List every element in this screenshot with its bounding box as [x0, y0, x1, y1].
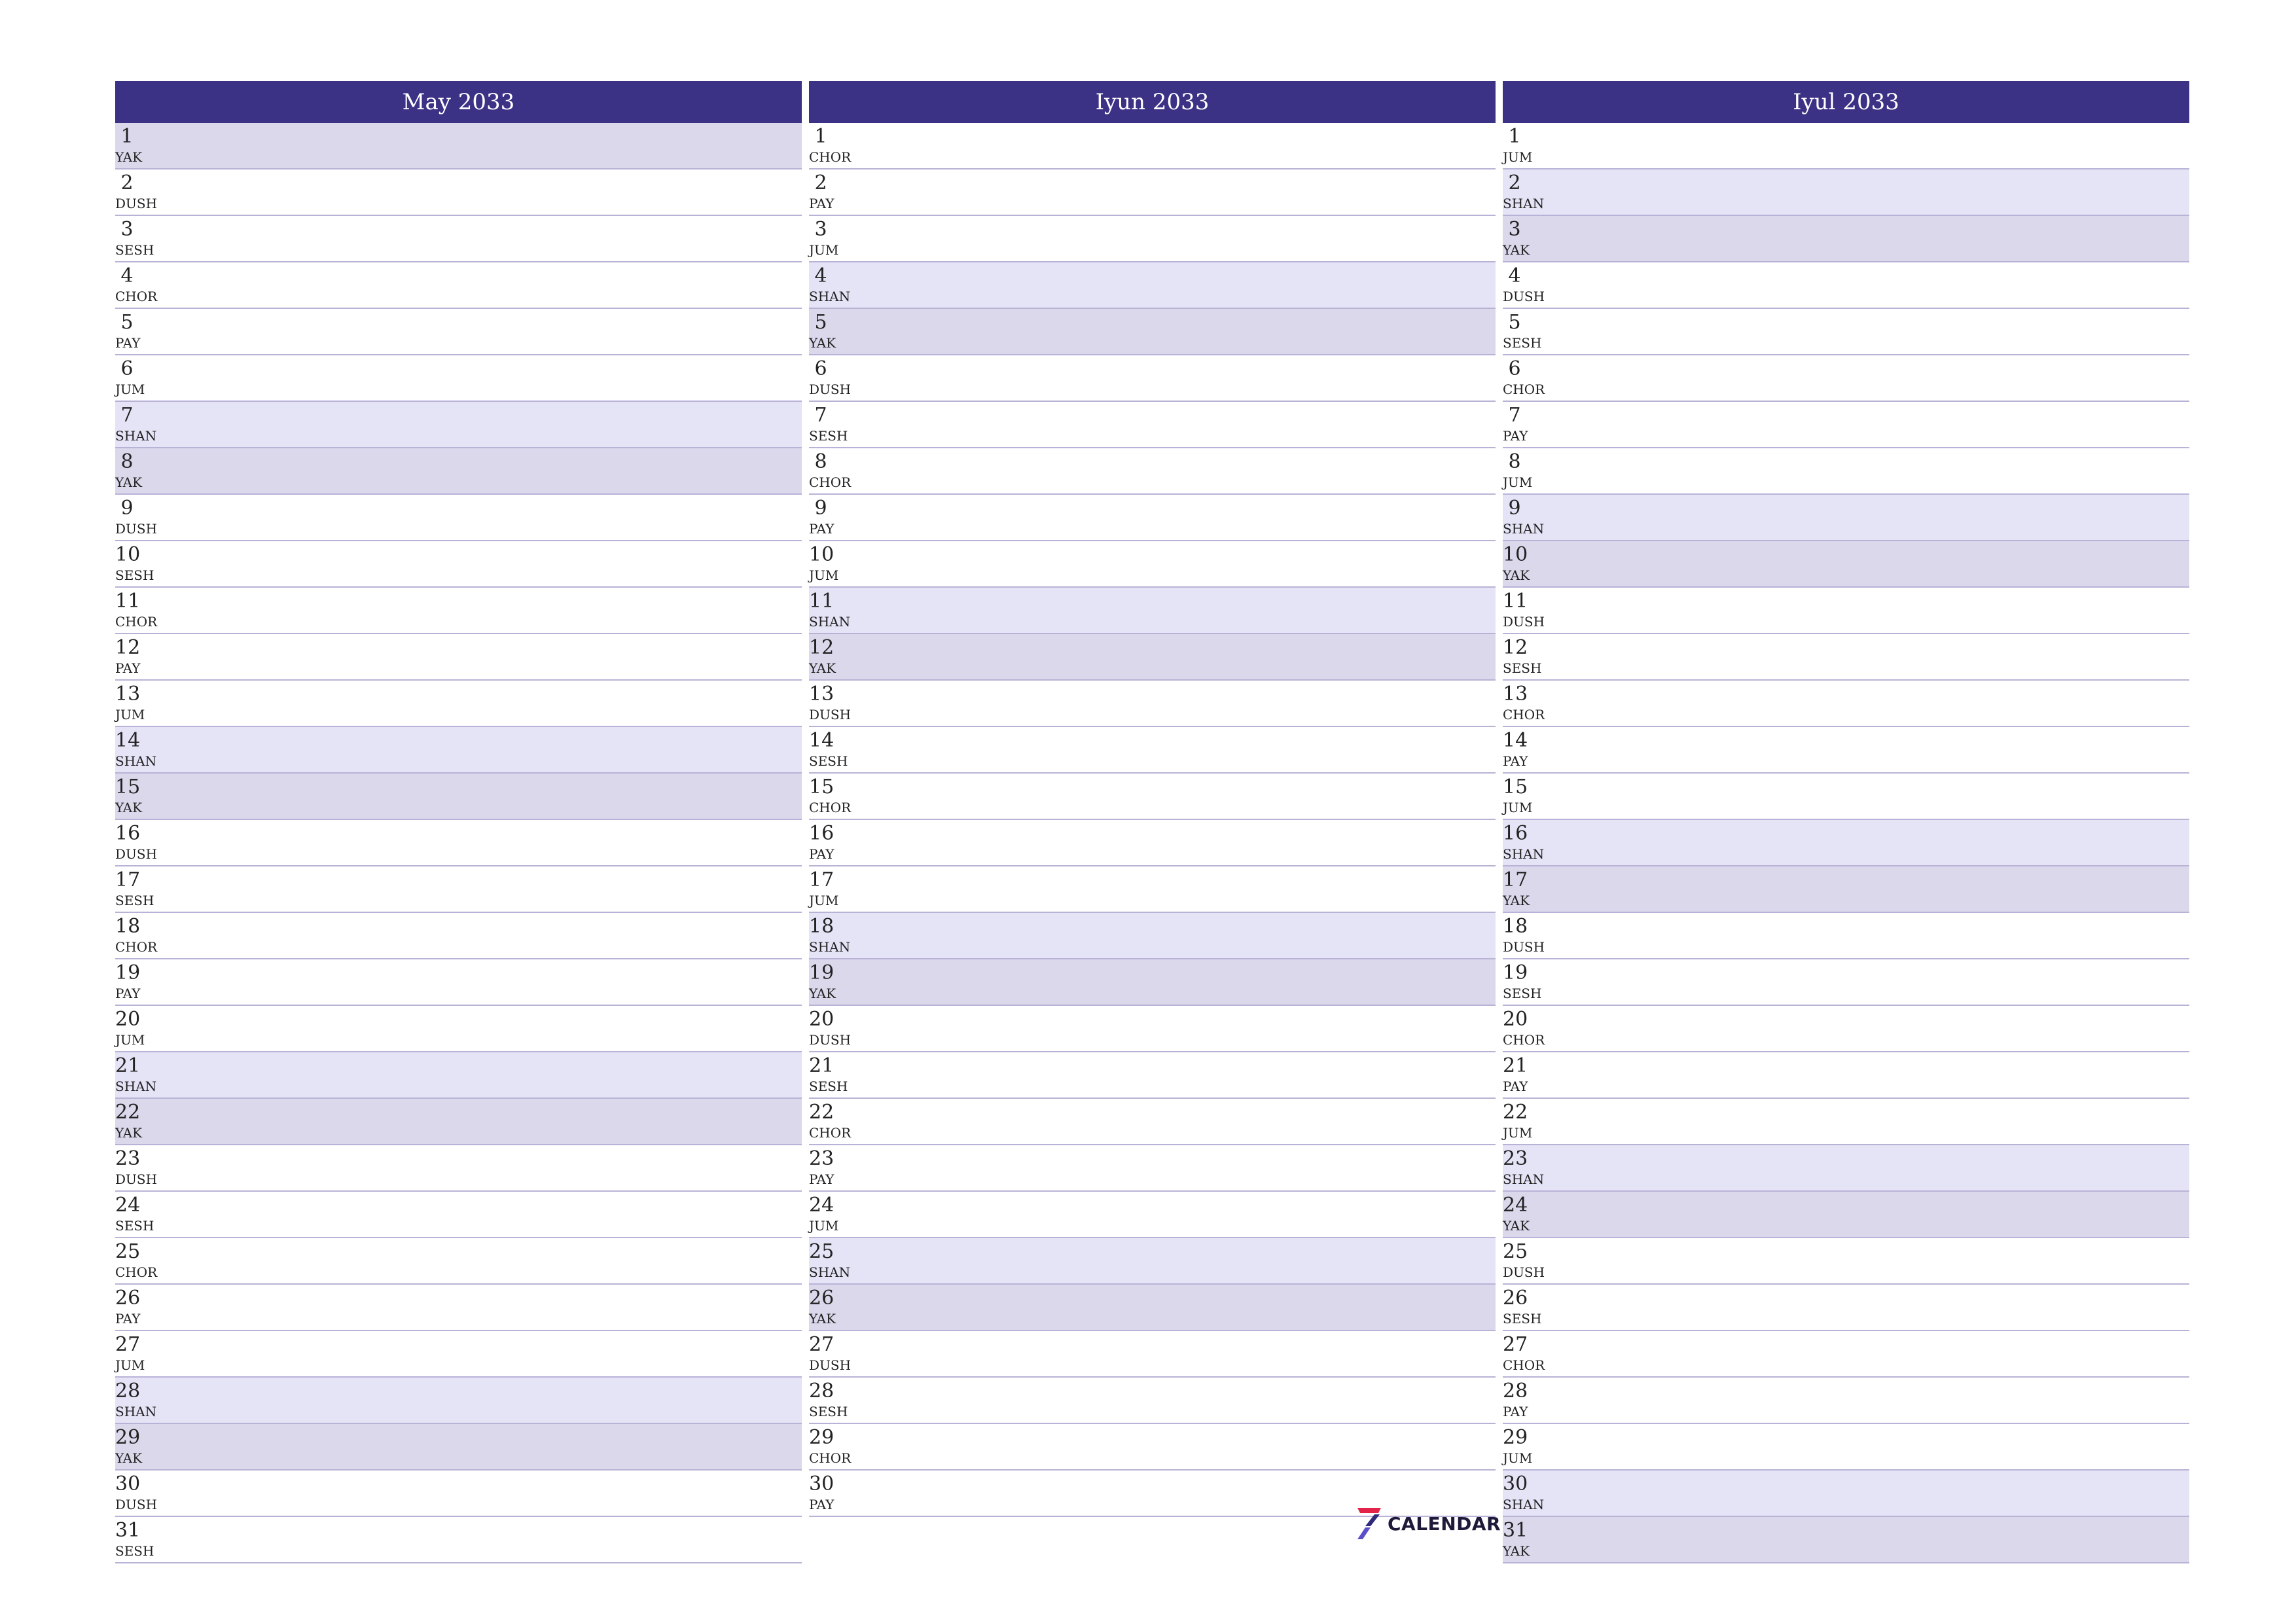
day-row	[1503, 1238, 2189, 1285]
weekday-label: SESH	[809, 1404, 848, 1419]
day-number: 30	[115, 1472, 141, 1495]
month-title: May 2033	[115, 81, 802, 123]
month-column-may	[115, 81, 802, 1563]
day-row	[1503, 866, 2189, 913]
weekday-label: SESH	[809, 428, 848, 444]
day-number: 19	[115, 961, 141, 984]
day-row	[809, 448, 1496, 495]
day-number: 15	[809, 776, 834, 798]
day-number: 7	[814, 404, 827, 427]
day-number: 27	[809, 1333, 834, 1356]
weekday-label: SESH	[1503, 335, 1542, 351]
weekday-label: SHAN	[1503, 196, 1545, 211]
weekday-label: CHOR	[1503, 1032, 1545, 1048]
weekday-label: SESH	[1503, 660, 1542, 676]
weekday-label: YAK	[809, 660, 836, 676]
day-number: 6	[120, 357, 134, 380]
weekday-label: DUSH	[1503, 614, 1545, 630]
weekday-label: JUM	[115, 1357, 145, 1373]
day-number: 13	[809, 683, 834, 705]
day-row	[809, 1424, 1496, 1471]
day-number: 22	[1503, 1101, 1528, 1124]
day-number: 9	[120, 497, 134, 520]
weekday-label: PAY	[809, 521, 834, 537]
day-row	[1503, 1006, 2189, 1052]
day-number: 11	[809, 590, 834, 613]
day-number: 20	[809, 1008, 834, 1031]
weekday-label: CHOR	[1503, 707, 1545, 722]
day-row	[115, 774, 802, 820]
weekday-label: SHAN	[1503, 846, 1545, 862]
weekday-label: SHAN	[809, 614, 851, 630]
weekday-label: SHAN	[809, 1264, 851, 1280]
day-row	[115, 1238, 802, 1285]
day-row	[115, 1331, 802, 1378]
day-number: 10	[1503, 543, 1528, 566]
weekday-label: YAK	[115, 1450, 143, 1466]
weekday-label: SESH	[115, 893, 154, 908]
weekday-label: CHOR	[809, 800, 852, 815]
day-number: 25	[809, 1240, 834, 1263]
weekday-label: YAK	[1503, 893, 1530, 908]
day-number: 2	[120, 171, 134, 194]
day-number: 5	[1508, 311, 1521, 334]
weekday-label: YAK	[115, 149, 143, 165]
day-number: 18	[115, 915, 141, 938]
weekday-label: PAY	[115, 1311, 141, 1327]
day-row	[809, 1006, 1496, 1052]
weekday-label: SESH	[809, 1079, 848, 1094]
day-row	[115, 216, 802, 262]
weekday-label: DUSH	[115, 1497, 158, 1512]
day-row	[115, 1006, 802, 1052]
weekday-label: SHAN	[115, 1404, 157, 1419]
day-number: 11	[115, 590, 141, 613]
day-row	[115, 1471, 802, 1517]
day-number: 23	[809, 1147, 834, 1170]
day-number: 16	[1503, 822, 1528, 845]
day-number: 31	[115, 1519, 141, 1542]
day-row	[809, 1145, 1496, 1192]
day-row	[1503, 1052, 2189, 1099]
weekday-label: CHOR	[115, 1264, 158, 1280]
weekday-label: YAK	[809, 1311, 836, 1327]
weekday-label: JUM	[1503, 474, 1533, 490]
weekday-label: SHAN	[1503, 1171, 1545, 1187]
weekday-label: SESH	[115, 1543, 154, 1559]
day-number: 29	[115, 1426, 141, 1449]
day-number: 29	[1503, 1426, 1528, 1449]
day-row	[1503, 1099, 2189, 1145]
day-row	[115, 495, 802, 541]
day-number: 23	[115, 1147, 141, 1170]
day-row	[809, 913, 1496, 959]
day-number: 26	[1503, 1287, 1528, 1310]
day-row	[1503, 588, 2189, 634]
day-number: 25	[115, 1240, 141, 1263]
day-row	[115, 1099, 802, 1145]
day-row	[809, 866, 1496, 913]
day-row	[1503, 448, 2189, 495]
day-number: 27	[115, 1333, 141, 1356]
day-row	[115, 1052, 802, 1099]
seven-logo-icon	[1356, 1507, 1382, 1541]
day-row	[115, 681, 802, 727]
day-row	[1503, 1192, 2189, 1238]
weekday-label: SESH	[1503, 1311, 1542, 1327]
weekday-label: SESH	[115, 567, 154, 583]
day-row	[1503, 1285, 2189, 1331]
day-number: 9	[814, 497, 827, 520]
day-number: 20	[1503, 1008, 1528, 1031]
day-row	[1503, 169, 2189, 216]
month-column-iyun	[809, 81, 1496, 1517]
day-number: 28	[115, 1380, 141, 1402]
day-number: 6	[1508, 357, 1521, 380]
day-row	[809, 1285, 1496, 1331]
weekday-label: DUSH	[809, 382, 852, 397]
weekday-label: CHOR	[1503, 382, 1545, 397]
weekday-label: JUM	[1503, 1450, 1533, 1466]
day-row	[115, 1285, 802, 1331]
day-row	[1503, 123, 2189, 169]
weekday-label: JUM	[1503, 149, 1533, 165]
day-list	[1503, 123, 2189, 1563]
day-row	[809, 820, 1496, 866]
day-row	[1503, 774, 2189, 820]
day-row	[1503, 216, 2189, 262]
day-number: 23	[1503, 1147, 1528, 1170]
day-number: 22	[115, 1101, 141, 1124]
day-row	[809, 774, 1496, 820]
day-row	[1503, 355, 2189, 402]
day-number: 15	[115, 776, 141, 798]
day-list	[809, 123, 1496, 1517]
day-number: 21	[115, 1054, 141, 1077]
day-number: 6	[814, 357, 827, 380]
weekday-label: SHAN	[1503, 521, 1545, 537]
weekday-label: PAY	[809, 1171, 834, 1187]
weekday-label: JUM	[809, 1218, 839, 1234]
day-row	[809, 634, 1496, 681]
day-row	[809, 1378, 1496, 1424]
day-number: 30	[1503, 1472, 1528, 1495]
day-row	[809, 1099, 1496, 1145]
day-number: 9	[1508, 497, 1521, 520]
day-row	[1503, 913, 2189, 959]
day-number: 13	[115, 683, 141, 705]
weekday-label: PAY	[809, 846, 834, 862]
day-number: 8	[814, 450, 827, 473]
day-number: 14	[1503, 729, 1528, 752]
day-row	[115, 634, 802, 681]
day-number: 14	[809, 729, 834, 752]
day-number: 5	[120, 311, 134, 334]
weekday-label: DUSH	[809, 1032, 852, 1048]
day-number: 3	[814, 218, 827, 241]
weekday-label: SESH	[1503, 986, 1542, 1001]
day-number: 7	[120, 404, 134, 427]
day-number: 17	[809, 868, 834, 891]
day-number: 19	[809, 961, 834, 984]
day-number: 4	[1508, 264, 1521, 287]
day-row	[1503, 1517, 2189, 1563]
weekday-label: JUM	[809, 242, 839, 258]
day-number: 31	[1503, 1519, 1528, 1542]
weekday-label: YAK	[1503, 242, 1530, 258]
day-number: 21	[1503, 1054, 1528, 1077]
weekday-label: YAK	[115, 474, 143, 490]
day-number: 8	[1508, 450, 1521, 473]
day-row	[809, 1331, 1496, 1378]
day-row	[115, 727, 802, 774]
day-row	[809, 959, 1496, 1006]
day-number: 26	[809, 1287, 834, 1310]
day-number: 27	[1503, 1333, 1528, 1356]
weekday-label: CHOR	[1503, 1357, 1545, 1373]
weekday-label: DUSH	[809, 707, 852, 722]
day-row	[1503, 820, 2189, 866]
day-row	[809, 495, 1496, 541]
day-number: 22	[809, 1101, 834, 1124]
weekday-label: SESH	[809, 753, 848, 769]
weekday-label: JUM	[115, 382, 145, 397]
day-row	[809, 169, 1496, 216]
day-row	[115, 1517, 802, 1563]
day-row	[809, 588, 1496, 634]
weekday-label: PAY	[115, 986, 141, 1001]
day-number: 13	[1503, 683, 1528, 705]
weekday-label: JUM	[809, 893, 839, 908]
day-row	[115, 820, 802, 866]
weekday-label: JUM	[1503, 1125, 1533, 1141]
weekday-label: CHOR	[809, 1125, 852, 1141]
weekday-label: CHOR	[809, 149, 852, 165]
weekday-label: DUSH	[1503, 939, 1545, 955]
day-row	[1503, 1331, 2189, 1378]
day-row	[1503, 309, 2189, 355]
day-number: 16	[809, 822, 834, 845]
day-row	[1503, 1471, 2189, 1517]
weekday-label: PAY	[1503, 753, 1528, 769]
day-row	[115, 1145, 802, 1192]
day-row	[115, 588, 802, 634]
day-number: 8	[120, 450, 134, 473]
day-row	[809, 1052, 1496, 1099]
day-row	[115, 541, 802, 588]
day-row	[115, 402, 802, 448]
day-row	[809, 727, 1496, 774]
day-number: 12	[809, 636, 834, 659]
day-number: 12	[1503, 636, 1528, 659]
day-number: 24	[1503, 1194, 1528, 1217]
day-number: 10	[809, 543, 834, 566]
day-number: 1	[120, 125, 134, 148]
month-column-iyul	[1503, 81, 2189, 1563]
day-number: 30	[809, 1472, 834, 1495]
day-number: 18	[1503, 915, 1528, 938]
day-row	[1503, 402, 2189, 448]
day-row	[1503, 727, 2189, 774]
day-row	[1503, 634, 2189, 681]
weekday-label: CHOR	[809, 1450, 852, 1466]
weekday-label: SESH	[115, 1218, 154, 1234]
logo-text: CALENDAR	[1388, 1512, 1501, 1535]
day-row	[1503, 541, 2189, 588]
day-number: 14	[115, 729, 141, 752]
day-row	[115, 959, 802, 1006]
day-number: 3	[1508, 218, 1521, 241]
weekday-label: JUM	[809, 567, 839, 583]
day-number: 19	[1503, 961, 1528, 984]
weekday-label: SHAN	[809, 939, 851, 955]
weekday-label: PAY	[115, 335, 141, 351]
weekday-label: YAK	[115, 800, 143, 815]
weekday-label: JUM	[1503, 800, 1533, 815]
day-number: 1	[814, 125, 827, 148]
weekday-label: YAK	[809, 335, 836, 351]
weekday-label: DUSH	[115, 521, 158, 537]
day-row	[809, 1192, 1496, 1238]
day-row	[115, 866, 802, 913]
weekday-label: YAK	[1503, 1218, 1530, 1234]
brand-logo	[1356, 1505, 1501, 1542]
day-row	[809, 402, 1496, 448]
weekday-label: SESH	[115, 242, 154, 258]
weekday-label: CHOR	[809, 474, 852, 490]
day-number: 24	[809, 1194, 834, 1217]
day-row	[1503, 681, 2189, 727]
weekday-label: DUSH	[115, 196, 158, 211]
weekday-label: PAY	[1503, 1404, 1528, 1419]
day-row	[809, 681, 1496, 727]
day-row	[1503, 1145, 2189, 1192]
day-number: 17	[115, 868, 141, 891]
day-row	[115, 309, 802, 355]
weekday-label: CHOR	[115, 614, 158, 630]
day-number: 1	[1508, 125, 1521, 148]
month-title: Iyun 2033	[809, 81, 1496, 123]
weekday-label: CHOR	[115, 939, 158, 955]
day-number: 10	[115, 543, 141, 566]
weekday-label: YAK	[809, 986, 836, 1001]
day-row	[115, 913, 802, 959]
day-number: 20	[115, 1008, 141, 1031]
day-row	[115, 1378, 802, 1424]
day-number: 18	[809, 915, 834, 938]
weekday-label: SHAN	[1503, 1497, 1545, 1512]
weekday-label: PAY	[809, 196, 834, 211]
weekday-label: DUSH	[115, 1171, 158, 1187]
day-row	[115, 169, 802, 216]
day-number: 28	[809, 1380, 834, 1402]
day-row	[809, 355, 1496, 402]
day-number: 26	[115, 1287, 141, 1310]
day-row	[115, 123, 802, 169]
day-number: 2	[814, 171, 827, 194]
day-list	[115, 123, 802, 1563]
weekday-label: DUSH	[809, 1357, 852, 1373]
weekday-label: DUSH	[115, 846, 158, 862]
day-number: 7	[1508, 404, 1521, 427]
day-row	[115, 1424, 802, 1471]
weekday-label: PAY	[115, 660, 141, 676]
day-number: 24	[115, 1194, 141, 1217]
weekday-label: SHAN	[809, 289, 851, 304]
day-row	[809, 216, 1496, 262]
weekday-label: CHOR	[115, 289, 158, 304]
weekday-label: SHAN	[115, 753, 157, 769]
day-number: 28	[1503, 1380, 1528, 1402]
day-number: 3	[120, 218, 134, 241]
day-row	[115, 262, 802, 309]
day-number: 21	[809, 1054, 834, 1077]
day-number: 4	[814, 264, 827, 287]
day-row	[1503, 1424, 2189, 1471]
day-number: 16	[115, 822, 141, 845]
month-title: Iyul 2033	[1503, 81, 2189, 123]
day-row	[115, 355, 802, 402]
weekday-label: YAK	[1503, 1543, 1530, 1559]
day-row	[1503, 959, 2189, 1006]
day-number: 11	[1503, 590, 1528, 613]
day-number: 29	[809, 1426, 834, 1449]
day-row	[809, 309, 1496, 355]
weekday-label: PAY	[1503, 1079, 1528, 1094]
weekday-label: PAY	[809, 1497, 834, 1512]
weekday-label: DUSH	[1503, 289, 1545, 304]
day-row	[115, 448, 802, 495]
weekday-label: SHAN	[115, 428, 157, 444]
day-row	[809, 541, 1496, 588]
day-number: 25	[1503, 1240, 1528, 1263]
weekday-label: DUSH	[1503, 1264, 1545, 1280]
weekday-label: YAK	[115, 1125, 143, 1141]
day-number: 15	[1503, 776, 1528, 798]
day-row	[1503, 262, 2189, 309]
day-row	[115, 1192, 802, 1238]
weekday-label: JUM	[115, 1032, 145, 1048]
weekday-label: PAY	[1503, 428, 1528, 444]
weekday-label: JUM	[115, 707, 145, 722]
weekday-label: YAK	[1503, 567, 1530, 583]
day-number: 17	[1503, 868, 1528, 891]
day-row	[1503, 495, 2189, 541]
day-number: 5	[814, 311, 827, 334]
day-row	[809, 123, 1496, 169]
day-number: 12	[115, 636, 141, 659]
day-row	[809, 262, 1496, 309]
day-row	[1503, 1378, 2189, 1424]
weekday-label: SHAN	[115, 1079, 157, 1094]
day-number: 2	[1508, 171, 1521, 194]
day-row	[809, 1238, 1496, 1285]
day-number: 4	[120, 264, 134, 287]
